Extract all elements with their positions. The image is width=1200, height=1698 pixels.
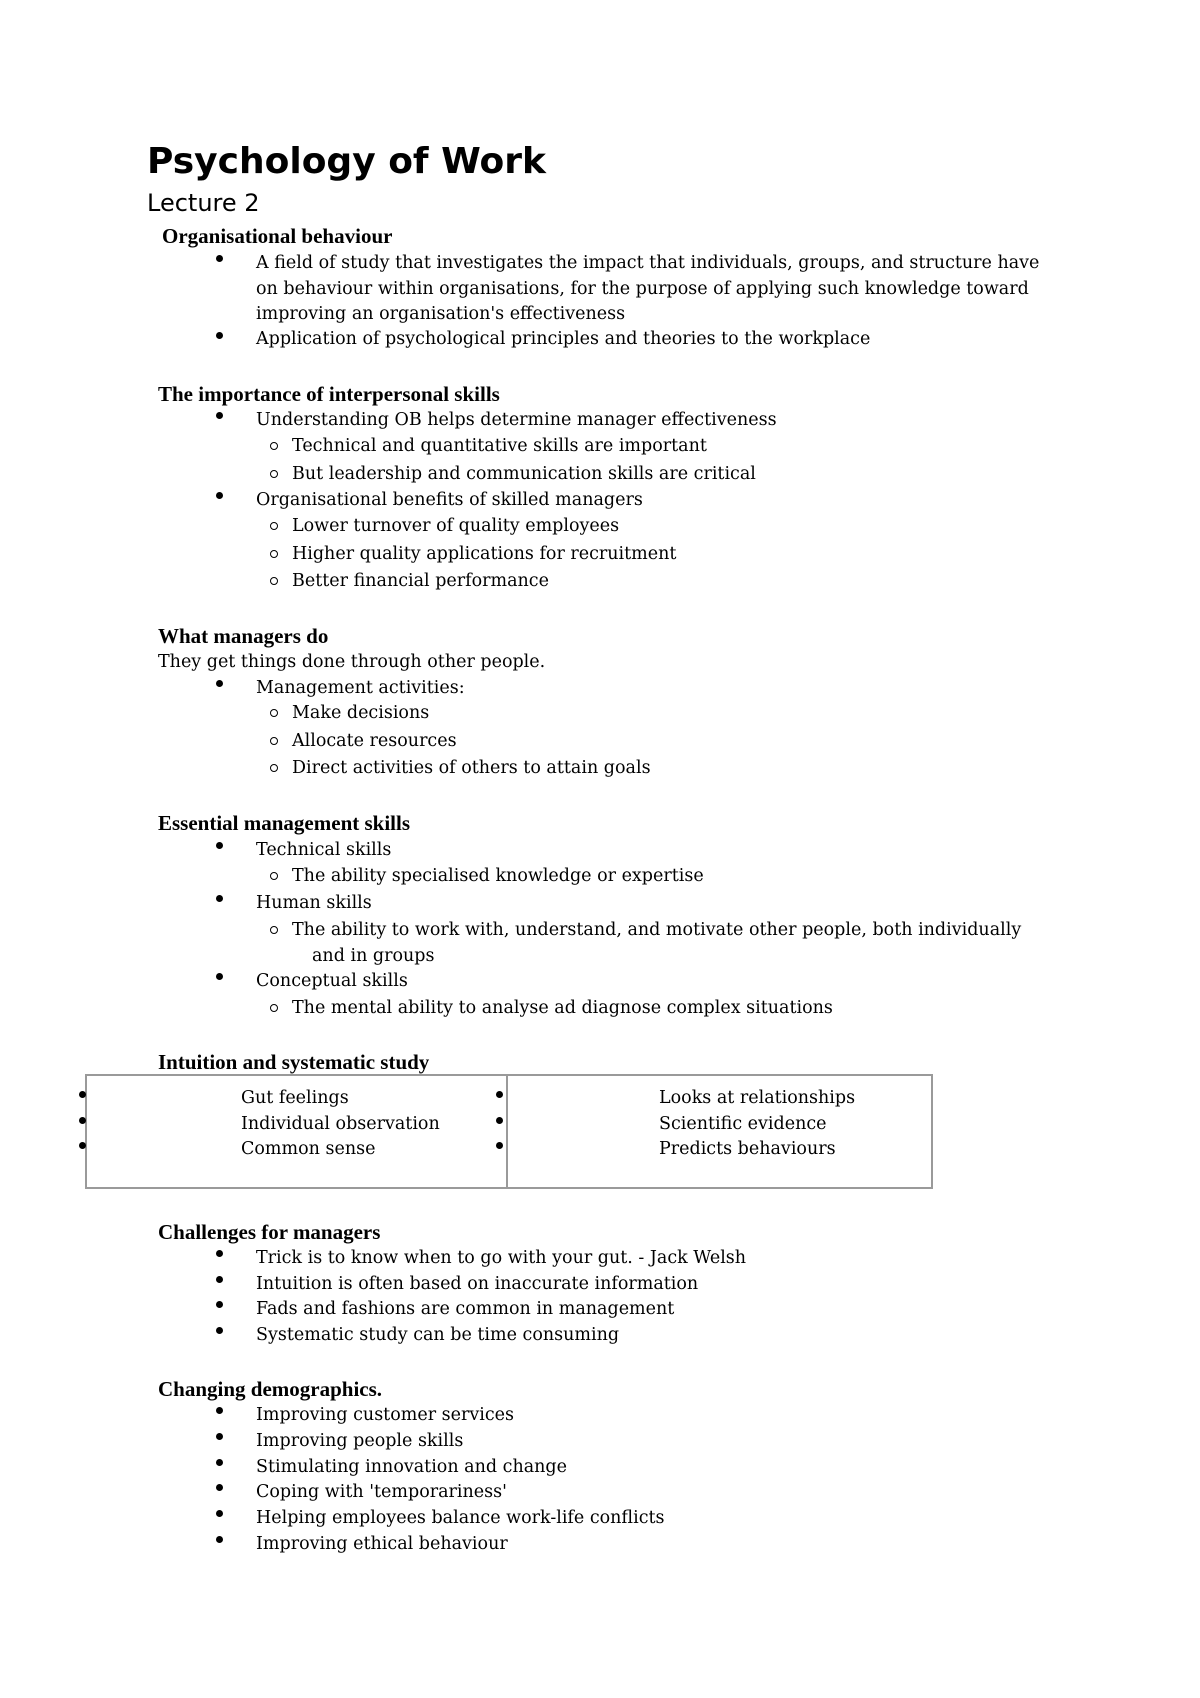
table-cell-right: Predicts behaviours: [659, 1139, 836, 1159]
list-item: Understanding OB helps determine manager effectiveness: [256, 410, 777, 430]
sub-list-item: The ability specialised knowledge or expertise: [292, 866, 704, 886]
bullet-icon: [216, 1433, 223, 1440]
bullet-icon: [216, 842, 223, 849]
bullet-icon: [216, 1536, 223, 1543]
section-intro-text: They get things done through other people.: [158, 652, 546, 672]
bullet-icon: [216, 973, 223, 980]
list-item: Organisational benefits of skilled managers: [256, 490, 643, 510]
list-item: Application of psychological principles and theories to the workplace: [256, 329, 871, 349]
sub-list-item: Better financial performance: [292, 571, 549, 591]
list-item: Improving ethical behaviour: [256, 1534, 508, 1554]
circle-bullet-icon: [270, 709, 278, 717]
circle-bullet-icon: [270, 522, 278, 530]
table-cell-left: Common sense: [241, 1139, 376, 1159]
table-cell-left: Individual observation: [241, 1114, 440, 1134]
section-heading-interpersonal: The importance of interpersonal skills: [158, 382, 500, 406]
circle-bullet-icon: [270, 926, 278, 934]
sub-list-item-continuation: and in groups: [312, 946, 435, 966]
circle-bullet-icon: [270, 872, 278, 880]
circle-bullet-icon: [270, 764, 278, 772]
circle-bullet-icon: [270, 470, 278, 478]
bullet-icon: [216, 412, 223, 419]
list-item-continuation: improving an organisation's effectiveness: [256, 304, 626, 324]
bullet-icon: [79, 1142, 86, 1149]
bullet-icon: [216, 1250, 223, 1257]
bullet-icon: [216, 1327, 223, 1334]
list-item-continuation: on behaviour within organisations, for the purpose of applying such knowledge toward: [256, 279, 1029, 299]
bullet-icon: [216, 492, 223, 499]
circle-bullet-icon: [270, 442, 278, 450]
bullet-icon: [216, 1459, 223, 1466]
sub-list-item: The mental ability to analyse ad diagnose complex situations: [292, 998, 833, 1018]
list-item: Trick is to know when to go with your gut. - Jack Welsh: [256, 1248, 747, 1268]
bullet-icon: [496, 1117, 503, 1124]
bullet-icon: [216, 895, 223, 902]
section-heading-org-behaviour: Organisational behaviour: [162, 224, 393, 248]
table-cell-left: Gut feelings: [241, 1088, 349, 1108]
bullet-icon: [496, 1091, 503, 1098]
sub-list-item: Allocate resources: [292, 731, 457, 751]
sub-list-item: Direct activities of others to attain goals: [292, 758, 651, 778]
list-item: Human skills: [256, 893, 372, 913]
bullet-icon: [496, 1142, 503, 1149]
bullet-icon: [79, 1091, 86, 1098]
sub-list-item: But leadership and communication skills are critical: [292, 464, 756, 484]
sub-list-item: Technical and quantitative skills are important: [292, 436, 707, 456]
list-item: Helping employees balance work-life conflicts: [256, 1508, 665, 1528]
table-cell-right: Looks at relationships: [659, 1088, 856, 1108]
sub-list-item: Higher quality applications for recruitment: [292, 544, 677, 564]
list-item: Conceptual skills: [256, 971, 408, 991]
bullet-icon: [79, 1117, 86, 1124]
list-item: Systematic study can be time consuming: [256, 1325, 620, 1345]
sub-list-item: The ability to work with, understand, and motivate other people, both individually: [292, 920, 1022, 940]
list-item: Stimulating innovation and change: [256, 1457, 567, 1477]
section-heading-managers-do: What managers do: [158, 624, 329, 648]
table-column-divider: [506, 1076, 508, 1187]
sub-list-item: Make decisions: [292, 703, 430, 723]
list-item: Improving people skills: [256, 1431, 464, 1451]
list-item: Fads and fashions are common in management: [256, 1299, 675, 1319]
bullet-icon: [216, 1276, 223, 1283]
circle-bullet-icon: [270, 1004, 278, 1012]
circle-bullet-icon: [270, 550, 278, 558]
list-item: Intuition is often based on inaccurate information: [256, 1274, 699, 1294]
section-heading-demographics: Changing demographics.: [158, 1377, 383, 1401]
page-title: Psychology of Work: [147, 141, 546, 182]
table-cell-right: Scientific evidence: [659, 1114, 827, 1134]
sub-list-item: Lower turnover of quality employees: [292, 516, 620, 536]
bullet-icon: [216, 1301, 223, 1308]
section-heading-essential-skills: Essential management skills: [158, 811, 411, 835]
section-heading-intuition: Intuition and systematic study: [158, 1050, 430, 1074]
bullet-icon: [216, 1484, 223, 1491]
circle-bullet-icon: [270, 577, 278, 585]
list-item: A field of study that investigates the impact that individuals, groups, and structure have: [256, 253, 1040, 273]
circle-bullet-icon: [270, 737, 278, 745]
section-heading-challenges: Challenges for managers: [158, 1220, 381, 1244]
bullet-icon: [216, 1510, 223, 1517]
bullet-icon: [216, 680, 223, 687]
bullet-icon: [216, 255, 223, 262]
list-item: Technical skills: [256, 840, 392, 860]
bullet-icon: [216, 332, 223, 339]
page-subtitle: Lecture 2: [147, 189, 260, 217]
list-item: Management activities:: [256, 678, 465, 698]
bullet-icon: [216, 1407, 223, 1414]
list-item: Improving customer services: [256, 1405, 514, 1425]
list-item: Coping with 'temporariness': [256, 1482, 507, 1502]
